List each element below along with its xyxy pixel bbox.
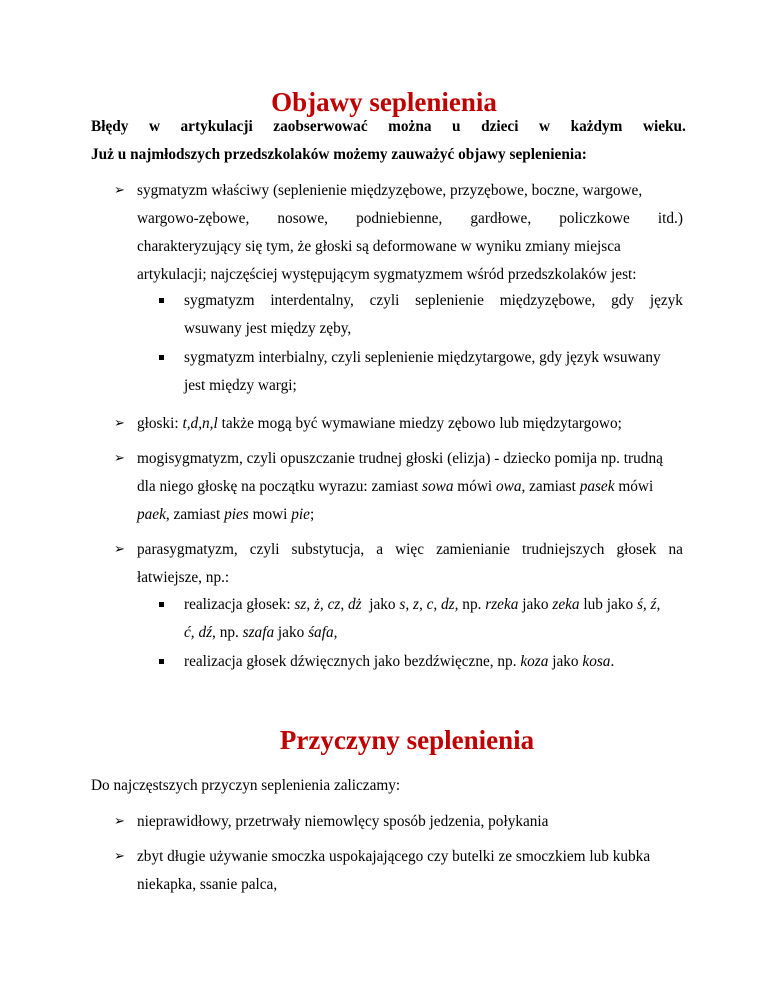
sublist-item-1-line-1: sygmatyzm interdentalny, czyli seplenienie międzyzębowe, gdy język — [184, 292, 683, 309]
sublist-item-3-line-1: realizacja głosek: sz, ż, cz, dż jako s, z, c, dz, np. rzeka jako zeka lub jako ś, ź, — [184, 596, 661, 613]
square-bullet-icon — [159, 659, 164, 664]
section-title-objawy: Objawy seplenienia — [271, 87, 497, 117]
list-item-3-line-3: paek, zamiast pies mowi pie; — [137, 506, 315, 523]
list-item-4-line-2: łatwiejsze, np.: — [137, 569, 230, 586]
intro-line-1: Błędy w artykulacji zaobserwować można u dzieci w każdym wieku. — [91, 118, 686, 135]
sublist-item-2-line-2: jest między wargi; — [184, 377, 297, 394]
arrow-bullet-icon: ➢ — [114, 542, 125, 557]
intro-line-2: Już u najmłodszych przedszkolaków możemy zauważyć objawy seplenienia: — [91, 146, 587, 163]
list-item-3-line-2: dla niego głoskę na początku wyrazu: zamiast sowa mówi owa, zamiast pasek mówi — [137, 478, 654, 495]
sublist-item-2-line-1: sygmatyzm interbialny, czyli seplenienie międzytargowe, gdy język wsuwany — [184, 349, 661, 366]
section2-list-item-2-line-2: niekapka, ssanie palca, — [137, 876, 278, 893]
list-item-2: głoski: t,d,n,l także mogą być wymawiane miedzy zębowo lub międzytargowo; — [137, 415, 622, 432]
arrow-bullet-icon: ➢ — [114, 849, 125, 864]
list-item-1-line-4: artykulacji; najczęściej występującym sygmatyzmem wśród przedszkolaków jest: — [137, 266, 637, 283]
list-item-1-line-2: wargowo-zębowe, nosowe, podniebienne, gardłowe, policzkowe itd.) — [137, 210, 683, 227]
sublist-item-4: realizacja głosek dźwięcznych jako bezdźwięczne, np. koza jako kosa. — [184, 653, 615, 670]
list-item-1-line-3: charakteryzujący się tym, że głoski są deformowane w wyniku zmiany miejsca — [137, 238, 621, 255]
arrow-bullet-icon: ➢ — [114, 814, 125, 829]
arrow-bullet-icon: ➢ — [114, 451, 125, 466]
section2-intro: Do najczęstszych przyczyn seplenienia zaliczamy: — [91, 777, 401, 794]
list-item-3-line-1: mogisygmatyzm, czyli opuszczanie trudnej głoski (elizja) - dziecko pomija np. trudną — [137, 450, 663, 467]
square-bullet-icon — [159, 298, 164, 303]
arrow-bullet-icon: ➢ — [114, 183, 125, 198]
section2-list-item-2-line-1: zbyt długie używanie smoczka uspokajającego czy butelki ze smoczkiem lub kubka — [137, 848, 651, 865]
sublist-item-3-line-2: ć, dź, np. szafa jako śafa, — [184, 624, 338, 641]
section-title-przyczyny: Przyczyny seplenienia — [279, 725, 535, 755]
list-item-4-line-1: parasygmatyzm, czyli substytucja, a więc zamienianie trudniejszych głosek na — [137, 541, 683, 558]
arrow-bullet-icon: ➢ — [114, 416, 125, 431]
square-bullet-icon — [159, 355, 164, 360]
sublist-item-1-line-2: wsuwany jest między zęby, — [184, 320, 352, 337]
section2-list-item-1: nieprawidłowy, przetrwały niemowlęcy sposób jedzenia, połykania — [137, 813, 549, 830]
square-bullet-icon — [159, 602, 164, 607]
list-item-1-line-1: sygmatyzm właściwy (seplenienie międzyzębowe, przyzębowe, boczne, wargowe, — [137, 182, 643, 199]
